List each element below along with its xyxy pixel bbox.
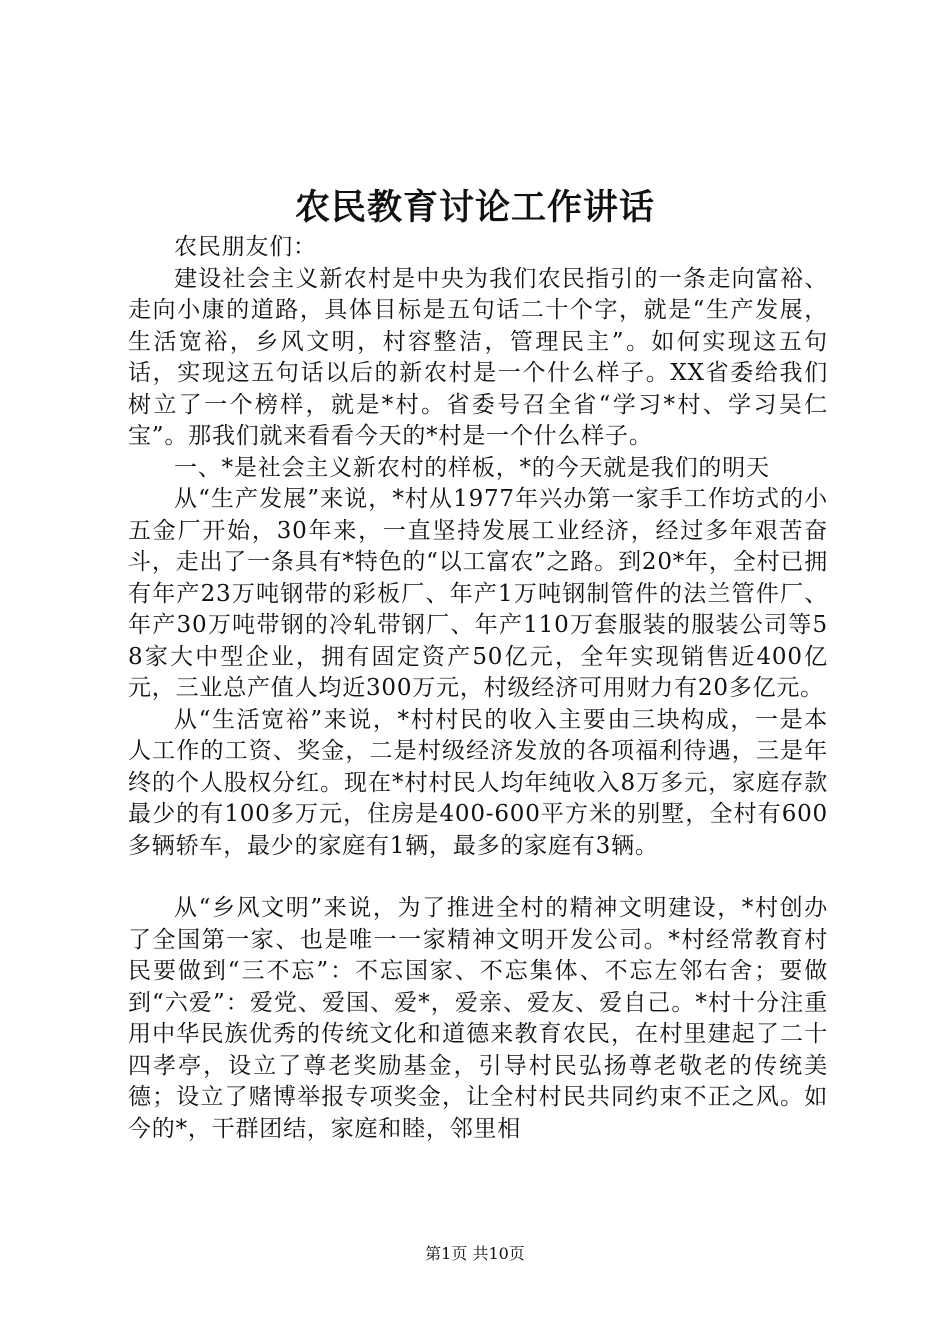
paragraph-living: 从“生活宽裕”来说，*村村民的收入主要由三块构成，一是本人工作的工资、奖金，二是村级经济发放的各项福利待遇，三是年终的个人股权分红。现在*村村民人均年纯收入8万多元，家庭存款最少的有100多万元，住房是400-600平方米的别墅，全村有600多辆轿车，最少的家庭有1辆，最多的家庭有3辆。 (128, 706, 828, 859)
paragraph-intro: 建设社会主义新农村是中央为我们农民指引的一条走向富裕、走向小康的道路，具体目标是五句话二十个字，就是“生产发展，生活宽裕，乡风文明，村容整洁，管理民主”。如何实现这五句话，实现这五句话以后的新农村是一个什么样子。XX省委给我们树立了一个榜样，就是*村。省委号召全省“学习*村、学习吴仁宝”。那我们就来看看今天的*村是一个什么样子。 (128, 265, 828, 449)
page-number-footer: 第1页 共10页 (425, 1244, 525, 1263)
document-title: 农民教育讨论工作讲话 (294, 188, 655, 228)
paragraph-salutation: 农民朋友们： (174, 234, 317, 260)
paragraph-civilization: 从“乡风文明”来说，为了推进全村的精神文明建设，*村创办了全国第一家、也是唯一一家精神文明开发公司。*村经常教育村民要做到“三不忘”：不忘国家、不忘集体、不忘左邻右舍；要做到“六爱”：爱党、爱国、爱*，爱亲、爱友、爱自己。*村十分注重用中华民族优秀的传统文化和道德来教育农民，在村里建起了二十四孝亭，设立了尊老奖励基金，引导村民弘扬尊老敬老的传统美德；设立了赌博举报专项奖金，让全村村民共同约束不正之风。如今的*，干群团结，家庭和睦，邻里相 (128, 895, 828, 1142)
section-heading: 一、*是社会主义新农村的样板，*的今天就是我们的明天 (174, 454, 770, 481)
paragraph-production: 从“生产发展”来说，*村从1977年兴办第一家手工作坊式的小五金厂开始，30年来，一直坚持发展工业经济，经过多年艰苦奋斗，走出了一条具有*特色的“以工富农”之路。到20*年，全村已拥有年产23万吨钢带的彩板厂、年产1万吨钢制管件的法兰管件厂、年产30万吨带钢的冷轧带钢厂、年产110万套服装的服装公司等58家大中型企业，拥有固定资产50亿元，全年实现销售近400亿元，三业总产值人均近300万元，村级经济可用财力有20多亿元。 (128, 486, 828, 701)
document-body (128, 232, 828, 1145)
